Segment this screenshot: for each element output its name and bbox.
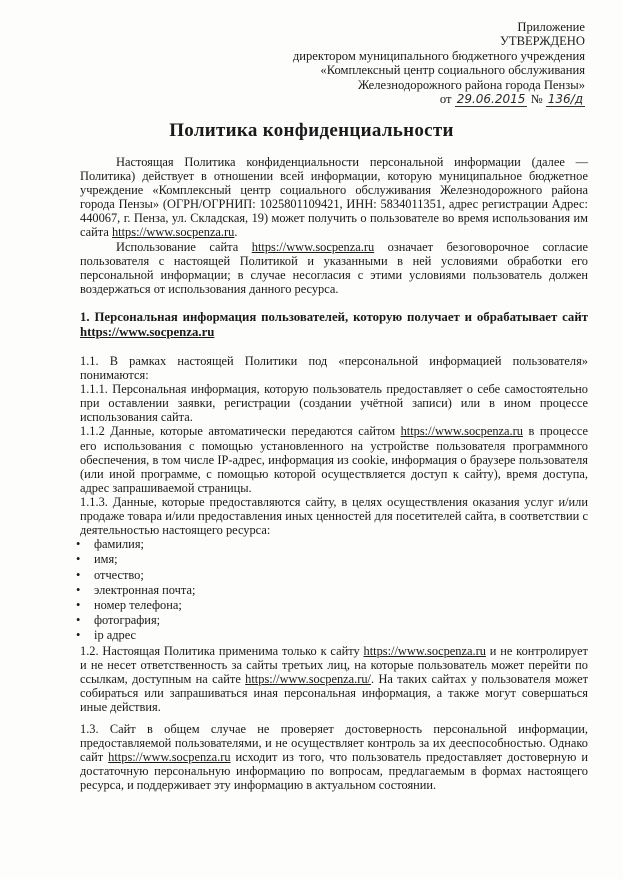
list-item: • электронная почта; bbox=[76, 583, 588, 598]
appendix-label: Приложение bbox=[517, 20, 585, 34]
approver-line-3: Железнодорожного района города Пензы» bbox=[357, 77, 585, 92]
site-link[interactable]: https://www.socpenza.ru bbox=[80, 324, 215, 339]
list-item: • фамилия; bbox=[76, 537, 588, 552]
spacer bbox=[80, 296, 588, 310]
list-item: • ip адрес bbox=[76, 628, 588, 643]
list-item: • имя; bbox=[76, 552, 588, 567]
approver-line-2: «Комплексный центр социального обслуживания bbox=[320, 63, 585, 78]
page-title: Политика конфиденциальности bbox=[169, 120, 454, 141]
site-link[interactable]: https://www.socpenza.ru bbox=[108, 750, 231, 765]
personal-data-list bbox=[80, 537, 588, 643]
spacer bbox=[80, 714, 588, 722]
list-item: • отчество; bbox=[76, 568, 588, 583]
site-link[interactable]: https://www.socpenza.ru bbox=[251, 239, 375, 254]
handwritten-number: 136/д bbox=[547, 92, 583, 107]
paragraph-1-1-3: 1.1.3. Данные, которые предоставляются сайту, в целях осуществления оказания услуг и/или продаже товара и/или предоставления иных ценностей для посетителей сайта, в соответствии с деятельностью настоящего ресурса: bbox=[80, 494, 588, 538]
list-item: • номер телефона; bbox=[76, 598, 588, 613]
approved-label: УТВЕРЖДЕНО bbox=[499, 34, 585, 49]
date-prefix: от bbox=[439, 92, 452, 107]
number-prefix: № bbox=[530, 92, 543, 107]
paragraph-1-2: 1.2. Настоящая Политика применима только к сайту https://www.socpenza.ru и не контролирует и не несет ответственность за сайты третьих лиц, на которые пользователь может перейти по ссылкам, доступным на сайте https://www.socpenza.ru/. На таких сайтах у пользователя может собираться или запрашиваться иная персональная информация, а также могут совершаться иные действия. bbox=[80, 643, 588, 714]
spacer bbox=[80, 340, 588, 354]
site-link[interactable]: https://www.socpenza.ru bbox=[111, 225, 235, 240]
site-link-faded[interactable]: https://www.socpenza.ru/ bbox=[245, 671, 372, 686]
approval-stamp-block bbox=[245, 20, 585, 106]
handwritten-date: 29.06.2015 bbox=[456, 92, 526, 107]
site-link[interactable]: https://www.socpenza.ru bbox=[400, 424, 523, 439]
section-1-heading: 1. Персональная информация пользователей, которую получает и обрабатывает сайт https://www.socpenza.ru bbox=[80, 309, 588, 339]
site-link[interactable]: https://www.socpenza.ru bbox=[363, 643, 486, 658]
approver-line-1: директором муниципального бюджетного учреждения bbox=[292, 48, 585, 63]
list-item: • фотография; bbox=[76, 613, 588, 628]
paragraph-1-3: 1.3. Сайт в общем случае не проверяет достоверность персональной информации, предоставляемой пользователями, и не осуществляет контроль за их дееспособностью. Однако сайт https://www.socpenza.ru исходит из того, что пользователь предоставляет достоверную и достаточную персональную информацию по вопросам, предлагаемым в формах настоящего ресурса, и поддерживает эту информацию в актуальном состоянии. bbox=[80, 722, 588, 793]
intro-paragraph-1: Настоящая Политика конфиденциальности персональной информации (далее — Политика) действует в отношении всей информации, которую муниципальное бюджетное учреждение «Комплексный центр социального обслуживания Железнодорожного района города Пензы» (ОГРН/ОГРНИП: 1025801109421, ИНН: 5834011351, адрес регистрации Адрес: 440067, г. Пенза, ул. Складская, 19) может получить о пользователе во время использования им сайта https://www.socpenza.ru. bbox=[80, 155, 588, 240]
paragraph-1-1: 1.1. В рамках настоящей Политики под «персональной информацией пользователя» понимаются: bbox=[80, 353, 588, 383]
order-date-number bbox=[245, 92, 585, 106]
document-body bbox=[80, 155, 588, 793]
paragraph-1-1-1: 1.1.1. Персональная информация, которую пользователь предоставляет о себе самостоятельно при оставлении заявки, регистрации (создании учётной записи) или в ином процессе использования сайта. bbox=[80, 382, 588, 425]
paragraph-1-1-2: 1.1.2 Данные, которые автоматически передаются сайтом https://www.socpenza.ru в процессе его использования с помощью установленного на устройстве пользователя программного обеспечения, в том числе IP-адрес, информация из cookie, информация о браузере пользователя (или иной программе, с помощью которой осуществляется доступ к сайту), время доступа, адрес запрашиваемой страницы. bbox=[80, 424, 588, 495]
intro-paragraph-2: Использование сайта https://www.socpenza.ru означает безоговорочное согласие пользователя с настоящей Политикой и указанными в ней условиями обработки его персональной информации; в случае несогласия с этими условиями пользователь должен воздержаться от использования данного ресурса. bbox=[80, 239, 588, 296]
